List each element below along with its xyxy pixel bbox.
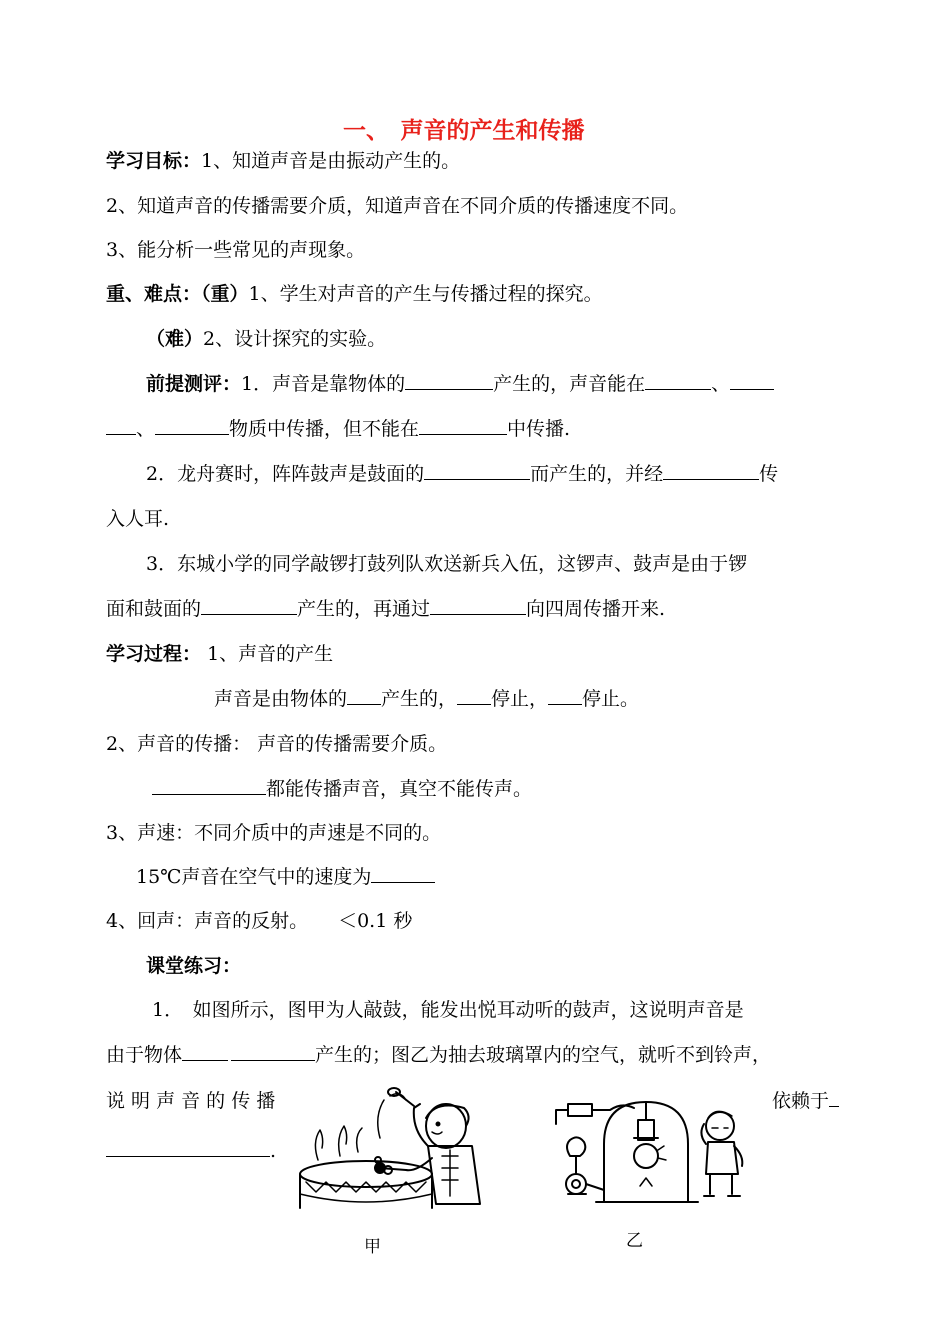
answer-blank[interactable] <box>430 596 526 615</box>
pretest-q3-line-2 <box>106 596 665 622</box>
practice-q1-text-e: 依赖于 <box>772 1090 830 1112</box>
goal-item-2: 2、知道声音的传播需要介质，知道声音在不同介质的传播速度不同。 <box>106 195 689 217</box>
pretest-q1-text-a: 1．声音是靠物体的 <box>241 373 406 395</box>
key-points-label: 重、难点： <box>106 283 202 305</box>
pretest-q1-line-2 <box>106 416 570 442</box>
process-label: 学习过程： <box>106 643 202 665</box>
pretest-label: 前提测评： <box>146 373 242 395</box>
answer-blank[interactable] <box>347 686 381 705</box>
pretest-q2-text-b: 而产生的，并经 <box>530 463 664 485</box>
process-line-1 <box>106 641 333 667</box>
answer-blank[interactable] <box>405 371 493 390</box>
goals-label: 学习目标： <box>106 150 202 172</box>
figure-b-caption: 乙 <box>626 1231 643 1251</box>
process-s4-text-b: ＜0.1 秒 <box>338 910 413 932</box>
answer-blank[interactable] <box>106 1138 270 1157</box>
answer-blank[interactable] <box>548 686 582 705</box>
key-label: （重） <box>201 283 249 305</box>
process-s2-title: 2、声音的传播： <box>106 733 252 755</box>
process-s1-text-b: 产生的， <box>381 688 458 710</box>
practice-q1-text-c: 产生的；图乙为抽去玻璃罩内的空气，就听不到铃声， <box>315 1044 772 1066</box>
practice-q1-line-3b <box>772 1088 839 1114</box>
pretest-q1-text-c: 、 <box>711 373 731 395</box>
answer-blank[interactable] <box>663 461 759 480</box>
process-s2-text-b: 都能传播声音，真空不能传声。 <box>266 778 533 800</box>
pretest-q3-text-b: 面和鼓面的 <box>106 598 202 620</box>
hard-label: （难） <box>146 328 204 350</box>
answer-blank[interactable] <box>730 371 774 390</box>
process-s4-line <box>106 908 412 934</box>
process-s3-text-b: 15℃声音在空气中的速度为 <box>136 866 372 888</box>
practice-label: 课堂练习： <box>146 955 242 977</box>
answer-blank[interactable] <box>371 864 435 883</box>
key-points-line <box>106 281 603 307</box>
answer-blank[interactable] <box>231 1042 315 1061</box>
goal-item-1: 1、知道声音是由振动产生的。 <box>201 150 461 172</box>
pretest-q3-line-1: 3．东城小学的同学敲锣打鼓列队欢送新兵入伍，这锣声、鼓声是由于锣 <box>146 553 748 575</box>
page-title: 一、 声音的产生和传播 <box>343 117 585 144</box>
process-s3-title: 3、声速：不同介质中的声速是不同的。 <box>106 822 442 844</box>
answer-blank[interactable] <box>182 1042 228 1061</box>
hard-text: 2、设计探究的实验。 <box>203 328 387 350</box>
pretest-q1-text-d: 、 <box>136 418 156 440</box>
practice-q1-line-1: 1． 如图所示，图甲为人敲鼓，能发出悦耳动听的鼓声，这说明声音是 <box>152 999 744 1021</box>
process-s1-text-d: 停止。 <box>582 688 640 710</box>
answer-blank[interactable] <box>419 416 507 435</box>
process-s1-text-c: 停止， <box>491 688 549 710</box>
hard-points-line <box>146 326 386 352</box>
vacuum-bell-figure <box>548 1094 758 1206</box>
practice-q1-line-2 <box>106 1042 771 1068</box>
pretest-q1-text-f: 中传播. <box>507 418 571 440</box>
process-s1-title: 1、声音的产生 <box>207 643 334 665</box>
practice-q1-text-b: 由于物体 <box>106 1044 183 1066</box>
answer-blank[interactable] <box>645 371 711 390</box>
answer-blank[interactable] <box>201 596 297 615</box>
practice-q1-line-4 <box>106 1138 276 1164</box>
practice-q1-text-f: . <box>270 1140 277 1162</box>
process-s1-text-a: 声音是由物体的 <box>214 688 348 710</box>
answer-blank[interactable] <box>106 416 136 435</box>
pretest-q2-line-1 <box>146 461 778 487</box>
goal-item-3: 3、能分析一些常见的声现象。 <box>106 239 366 261</box>
pretest-q2-line-2: 入人耳. <box>106 508 170 530</box>
practice-q1-line-3a: 说 明 声 音 的 传 播 <box>106 1090 276 1112</box>
pretest-q1-text-e: 物质中传播，但不能在 <box>229 418 420 440</box>
pretest-q2-text-c: 传 <box>759 463 779 485</box>
pretest-q3-text-d: 向四周传播开来. <box>526 598 666 620</box>
process-s3-line-2 <box>136 864 435 890</box>
goals-line-1 <box>106 148 460 174</box>
drummer-figure <box>296 1086 488 1214</box>
figure-a-caption: 甲 <box>364 1237 381 1257</box>
answer-blank[interactable] <box>424 461 530 480</box>
pretest-q2-text-a: 2．龙舟赛时，阵阵鼓声是鼓面的 <box>146 463 425 485</box>
process-s2-line <box>106 731 447 757</box>
pretest-q1-text-b: 产生的，声音能在 <box>493 373 646 395</box>
answer-blank[interactable] <box>829 1088 839 1107</box>
process-s2-text: 声音的传播需要介质。 <box>257 733 448 755</box>
answer-blank[interactable] <box>152 776 266 795</box>
answer-blank[interactable] <box>457 686 491 705</box>
process-s1-line <box>214 686 639 712</box>
answer-blank[interactable] <box>155 416 229 435</box>
pretest-q1-line-1 <box>146 371 774 397</box>
key-text: 1、学生对声音的产生与传播过程的探究。 <box>248 283 603 305</box>
process-s2-line-2 <box>152 776 532 802</box>
process-s4-title: 4、回声：声音的反射。 <box>106 910 309 932</box>
pretest-q3-text-c: 产生的，再通过 <box>297 598 431 620</box>
